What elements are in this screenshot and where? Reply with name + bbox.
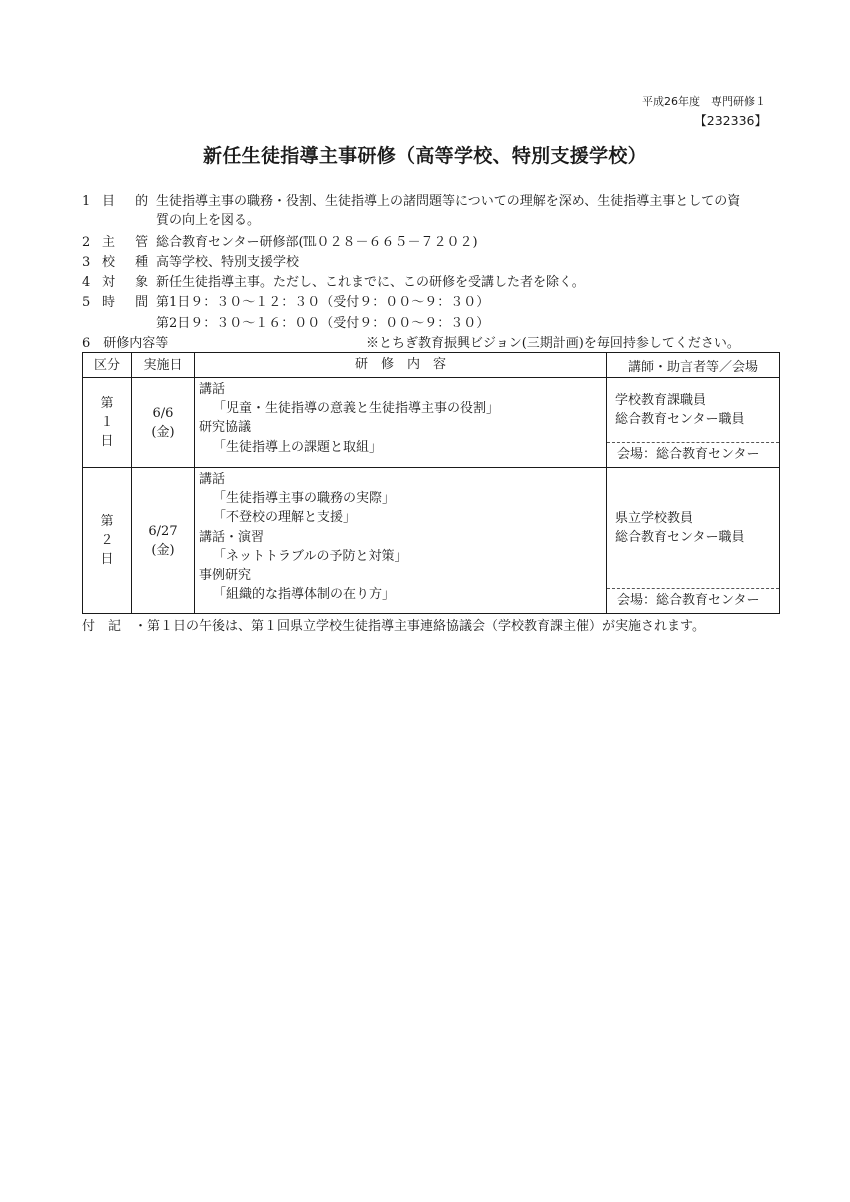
content-cell bbox=[195, 468, 607, 614]
lecturer-name: 総合教育センター職員 bbox=[615, 412, 745, 427]
section-6-note: ※とちぎ教育振興ビジョン(三期計画)を毎回持参してください。 bbox=[366, 336, 740, 351]
lecturer-name: 総合教育センター職員 bbox=[615, 530, 745, 545]
day-char: ２ bbox=[100, 533, 114, 548]
content-line: 「不登校の理解と支援」 bbox=[213, 510, 357, 526]
item-text: 第1日９：３０～１２：３０（受付９：００～９：３０） bbox=[156, 295, 490, 310]
lecturer-name: 学校教育課職員 bbox=[615, 393, 707, 408]
date-cell bbox=[132, 378, 195, 468]
lecturer-cell bbox=[607, 378, 780, 468]
content-line: 「組織的な指導体制の在り方」 bbox=[213, 587, 396, 603]
lecturer-cell bbox=[607, 468, 780, 614]
content-line: 「生徒指導主事の職務の実際」 bbox=[213, 491, 396, 507]
schedule-table bbox=[82, 352, 780, 614]
lecturer-list bbox=[607, 468, 779, 589]
day-cell bbox=[83, 378, 132, 468]
content-line: 講話 bbox=[199, 382, 226, 397]
page-title: 新任生徒指導主事研修（高等学校、特別支援学校） bbox=[203, 145, 647, 167]
content-line: 「ネットトラブルの予防と対策」 bbox=[213, 548, 408, 564]
item-number: 2 bbox=[82, 235, 91, 250]
venue-label: 会場：総合教育センター bbox=[617, 447, 760, 462]
lecturer-list bbox=[607, 378, 779, 443]
day-char: 日 bbox=[100, 434, 114, 449]
lecturer-name: 県立学校教員 bbox=[615, 511, 694, 526]
item-label: 時 間 bbox=[102, 295, 157, 310]
item-text: 生徒指導主事の職務・役割、生徒指導上の諸問題等についての理解を深め、生徒指導主事としての資 bbox=[156, 194, 741, 209]
item-number: 3 bbox=[82, 255, 91, 270]
header-day: 区分 bbox=[83, 353, 132, 378]
content-line: 「生徒指導上の課題と取組」 bbox=[213, 439, 383, 455]
day-char: １ bbox=[100, 415, 114, 430]
header-lecturer: 講師・助言者等／会場 bbox=[607, 353, 780, 378]
weekday-value: (金) bbox=[151, 542, 175, 558]
content-line: 事例研究 bbox=[199, 568, 252, 584]
table-header-row bbox=[83, 353, 780, 378]
item-label: 目 的 bbox=[102, 194, 157, 209]
day-char: 日 bbox=[100, 552, 114, 567]
item-text: 総合教育センター研修部(℡０２８－６６５－７２０２) bbox=[156, 235, 478, 250]
weekday-value: (金) bbox=[151, 424, 175, 440]
day-char: 第 bbox=[100, 396, 114, 411]
day-cell bbox=[83, 468, 132, 614]
date-value: 6/27 bbox=[148, 523, 178, 539]
item-text: 高等学校、特別支援学校 bbox=[156, 255, 300, 270]
content-line: 研究協議 bbox=[199, 420, 252, 436]
item-label: 主 管 bbox=[102, 235, 157, 250]
series-label: 平成26年度 専門研修１ bbox=[642, 95, 766, 108]
item-number: 4 bbox=[82, 275, 91, 290]
table-row bbox=[83, 468, 780, 614]
item-label: 対 象 bbox=[102, 275, 157, 290]
venue-label: 会場：総合教育センター bbox=[617, 593, 760, 608]
course-code: 【232336】 bbox=[694, 113, 767, 128]
item-text: 質の向上を図る。 bbox=[156, 213, 261, 228]
content-line: 講話 bbox=[199, 472, 226, 487]
content-line: 「児童・生徒指導の意義と生徒指導主事の役割」 bbox=[213, 401, 500, 417]
content-line: 講話・演習 bbox=[199, 529, 265, 545]
footnote: 付 記 ・第１日の午後は、第１回県立学校生徒指導主事連絡協議会（学校教育課主催）が実施されます。 bbox=[82, 619, 705, 634]
item-label: 校 種 bbox=[102, 255, 157, 270]
date-cell bbox=[132, 468, 195, 614]
item-text: 第2日９：３０～１６：００（受付９：００～９：３０） bbox=[156, 316, 490, 331]
content-cell bbox=[195, 378, 607, 468]
section-6-label: 6 研修内容等 bbox=[82, 336, 169, 351]
header-content: 研 修 内 容 bbox=[195, 353, 607, 378]
date-value: 6/6 bbox=[152, 405, 174, 421]
table-row bbox=[83, 378, 780, 468]
item-number: 5 bbox=[82, 295, 91, 310]
header-date: 実施日 bbox=[132, 353, 195, 378]
item-number: 1 bbox=[82, 194, 91, 209]
day-char: 第 bbox=[100, 514, 114, 529]
item-text: 新任生徒指導主事。ただし、これまでに、この研修を受講した者を除く。 bbox=[156, 275, 585, 290]
